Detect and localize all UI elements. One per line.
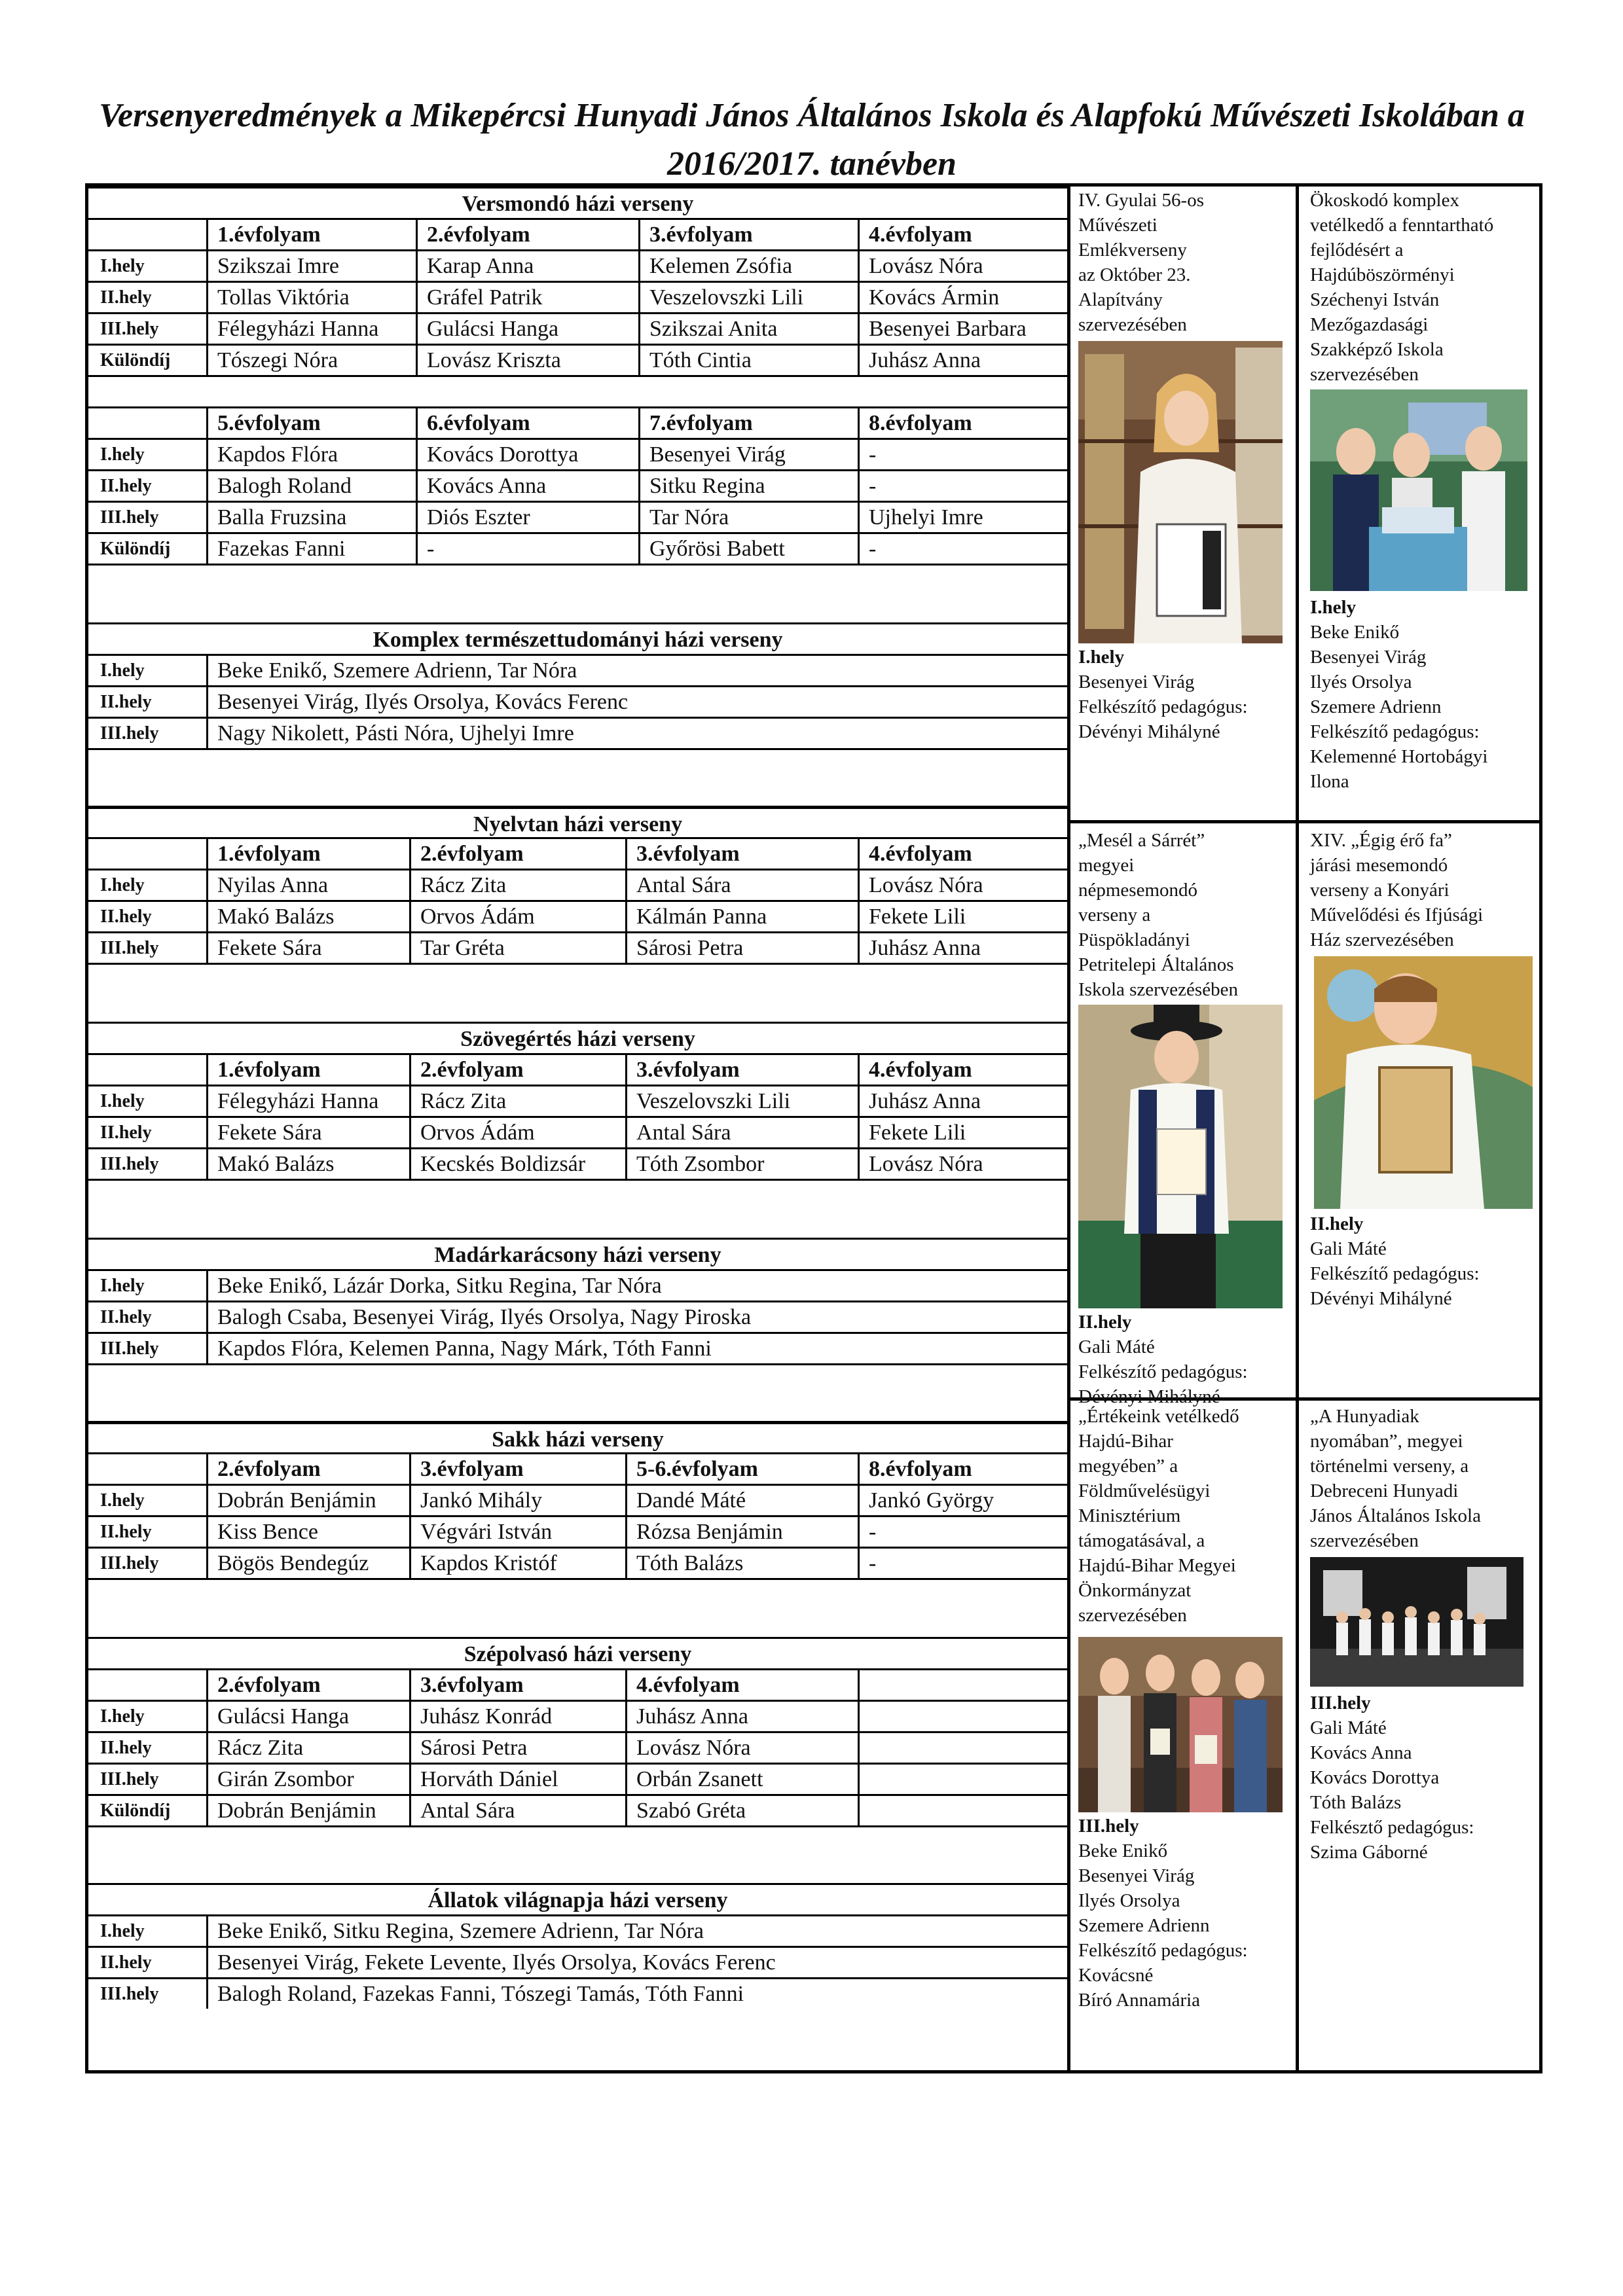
side-column-divider (1296, 187, 1299, 2070)
boy-with-certificate-image (1314, 956, 1533, 1209)
student-name: Félegyházi Hanna (206, 1086, 409, 1116)
allatok-title: Állatok világnapja házi verseny (428, 1888, 728, 1912)
student-name: Sárosi Petra (409, 1733, 625, 1763)
place-label: II.hely (100, 906, 152, 927)
student-name: Kapdos Flóra (206, 440, 416, 469)
student-name: Besenyei Virág, Ilyés Orsolya, Kovács Ferenc (206, 687, 1067, 717)
student-name: Lovász Nóra (625, 1733, 858, 1763)
student-name (858, 1765, 1067, 1794)
szovegertes-title: Szövegértés házi verseny (460, 1027, 695, 1051)
grade-header: 4.évfolyam (858, 220, 1067, 249)
mesel-photo (1078, 1005, 1283, 1308)
student-name: Jankó György (858, 1486, 1067, 1515)
gyulai-result (1078, 645, 1294, 744)
place-label: II.hely (100, 1522, 152, 1542)
title-line-2: 2016/2017. tanévben (667, 145, 957, 183)
student-name: Makó Balázs (206, 1149, 409, 1179)
student-name: Orvos Ádám (409, 1118, 625, 1147)
spacer (88, 375, 1067, 406)
egig-result-text: Gali Máté Felkészítő pedagógus: Dévényi Mihályné (1310, 1238, 1480, 1309)
place-label: III.hely (100, 1769, 159, 1789)
student-name: Balogh Roland (206, 471, 416, 501)
results-frame (85, 183, 1542, 2073)
student-name: Antal Sára (409, 1796, 625, 1825)
madarkaracsony-row (88, 1332, 1067, 1363)
gyulai-description: IV. Gyulai 56-os Művészeti Emlékverseny az Október 23. Alapítvány szervezésében (1078, 190, 1204, 335)
komplex-title-row (88, 622, 1067, 654)
student-name: Juhász Anna (858, 1086, 1067, 1116)
house-competitions-column (88, 187, 1070, 2070)
place-label: III.hely (100, 507, 159, 528)
szepolvaso-row (88, 1763, 1067, 1794)
student-name: Ujhelyi Imre (858, 503, 1067, 532)
student-name: Tóth Cintia (638, 346, 858, 375)
student-name: Besenyei Barbara (858, 314, 1067, 344)
spacer (88, 1825, 1067, 1883)
grade-header: 2.évfolyam (409, 1055, 625, 1085)
place-label: I.hely (100, 256, 145, 276)
student-name: Rácz Zita (409, 1086, 625, 1116)
student-name: Gráfel Patrik (416, 283, 638, 312)
spacer (88, 1179, 1067, 1238)
student-name: Kálmán Panna (625, 902, 858, 931)
student-name: - (858, 440, 1067, 469)
nyelvtan-title: Nyelvtan házi verseny (473, 812, 683, 836)
sakk-header-row (88, 1452, 1067, 1484)
nyelvtan-row (88, 931, 1067, 963)
szovegertes-title-row (88, 1022, 1067, 1053)
mesel-result-text: Gali Máté Felkészítő pedagógus: Dévényi Mihályné (1078, 1336, 1248, 1407)
sakk-title: Sakk házi verseny (492, 1427, 664, 1452)
student-name: Szikszai Anita (638, 314, 858, 344)
student-name: Tar Gréta (409, 933, 625, 963)
szepolvaso-title-row (88, 1637, 1067, 1668)
student-name: Kovács Dorottya (416, 440, 638, 469)
student-name: - (416, 534, 638, 564)
place-label: Különdíj (100, 1801, 171, 1821)
grade-header: 3.évfolyam (638, 220, 858, 249)
grade-header (88, 1454, 206, 1484)
szovegertes-row (88, 1116, 1067, 1147)
szepolvaso-title: Szépolvasó házi verseny (464, 1642, 692, 1666)
grade-header: 6.évfolyam (416, 408, 638, 438)
place-label: I.hely (100, 1091, 145, 1111)
student-name: Tar Nóra (638, 503, 858, 532)
versmondo-a-row (88, 281, 1067, 312)
student-name: Kiss Bence (206, 1517, 409, 1547)
student-name: Juhász Anna (625, 1702, 858, 1731)
versmondo-a-row (88, 312, 1067, 344)
student-name: Beke Enikő, Szemere Adrienn, Tar Nóra (206, 656, 1067, 685)
student-name: Dobrán Benjámin (206, 1796, 409, 1825)
szepolvaso-row (88, 1700, 1067, 1731)
hunyadiak-result (1310, 1691, 1539, 1865)
student-name: Antal Sára (625, 870, 858, 900)
student-name: Szikszai Imre (206, 251, 416, 281)
grade-header: 5-6.évfolyam (625, 1454, 858, 1484)
student-name: Juhász Anna (858, 933, 1067, 963)
student-name: Juhász Anna (858, 346, 1067, 375)
page-title (85, 92, 1539, 188)
madarkaracsony-row (88, 1300, 1067, 1332)
hunyadiak-description: „A Hunyadiak nyomában”, megyei történelmi verseny, a Debreceni Hunyadi János Általános Iskola szervezésében (1310, 1406, 1481, 1551)
student-name (858, 1796, 1067, 1825)
versmondo-b-row (88, 532, 1067, 564)
versmondo-b-header-row (88, 406, 1067, 438)
student-name: Tószegi Nóra (206, 346, 416, 375)
place-label: II.hely (100, 1952, 152, 1973)
grade-header: 1.évfolyam (206, 220, 416, 249)
hunyadiak-result-text: Gali Máté Kovács Anna Kovács Dorottya Tóth Balázs Felkésztő pedagógus: Szima Gáborné (1310, 1717, 1474, 1863)
student-name: Lovász Kriszta (416, 346, 638, 375)
versmondo-title-row (88, 187, 1067, 218)
place-label: II.hely (100, 692, 152, 712)
grade-header (88, 408, 206, 438)
spacer (88, 748, 1067, 806)
student-name: Kovács Ármin (858, 283, 1067, 312)
side-row-divider-1 (1070, 820, 1539, 823)
szovegertes-header-row (88, 1053, 1067, 1085)
place-label: Különdíj (100, 539, 171, 559)
student-name: Juhász Konrád (409, 1702, 625, 1731)
student-name: Kelemen Zsófia (638, 251, 858, 281)
szepolvaso-row (88, 1731, 1067, 1763)
student-name: Veszelovszki Lili (625, 1086, 858, 1116)
student-name (858, 1702, 1067, 1731)
student-name: Rácz Zita (409, 870, 625, 900)
ertekeink-photo (1078, 1637, 1283, 1812)
student-name: Beke Enikő, Sitku Regina, Szemere Adrienn, Tar Nóra (206, 1916, 1067, 1946)
szovegertes-row (88, 1147, 1067, 1179)
komplex-title: Komplex természettudományi házi verseny (373, 628, 783, 652)
place-label: I.hely (100, 1490, 145, 1511)
student-name: Fekete Lili (858, 902, 1067, 931)
mesel-description: „Mesél a Sárrét” megyei népmesemondó verseny a Püspökladányi Petritelepi Általános Iskola szervezésében (1078, 830, 1238, 1000)
grade-header: 8.évfolyam (858, 408, 1067, 438)
versmondo-b-row (88, 501, 1067, 532)
student-name: Győrösi Babett (638, 534, 858, 564)
komplex-row (88, 654, 1067, 685)
grade-header: 5.évfolyam (206, 408, 416, 438)
ertekeink-description: „Értékeink vetélkedő Hajdú-Bihar megyében” a Földművelésügyi Minisztérium támogatásával, a Hajdú-Bihar Megyei Önkormányzat szervezésében (1078, 1406, 1239, 1626)
ertekeink-place: III.hely (1078, 1816, 1139, 1837)
spacer (88, 1363, 1067, 1421)
place-label: III.hely (100, 319, 159, 339)
szovegertes-row (88, 1085, 1067, 1116)
place-label: I.hely (100, 875, 145, 895)
award-ceremony-stage-image (1310, 1557, 1523, 1687)
szepolvaso-header-row (88, 1668, 1067, 1700)
grade-header: 2.évfolyam (206, 1670, 409, 1700)
grade-header: 3.évfolyam (625, 1055, 858, 1085)
nyelvtan-row (88, 900, 1067, 931)
place-label: Különdíj (100, 350, 171, 370)
student-name: Orvos Ádám (409, 902, 625, 931)
spacer (88, 963, 1067, 1022)
szepolvaso-row (88, 1794, 1067, 1825)
student-name: Beke Enikő, Lázár Dorka, Sitku Regina, Tar Nóra (206, 1271, 1067, 1300)
egig-result (1310, 1211, 1539, 1311)
nyelvtan-header-row (88, 837, 1067, 869)
student-name: Sitku Regina (638, 471, 858, 501)
komplex-row (88, 685, 1067, 717)
student-name: Besenyei Virág, Fekete Levente, Ilyés Orsolya, Kovács Ferenc (206, 1948, 1067, 1977)
student-name: Sárosi Petra (625, 933, 858, 963)
student-name: Orbán Zsanett (625, 1765, 858, 1794)
sakk-row (88, 1484, 1067, 1515)
gyulai-place: I.hely (1078, 647, 1125, 668)
student-name: Lovász Nóra (858, 251, 1067, 281)
place-label: II.hely (100, 476, 152, 496)
student-name: Kapdos Flóra, Kelemen Panna, Nagy Márk, Tóth Fanni (206, 1334, 1067, 1363)
place-label: III.hely (100, 1553, 159, 1573)
grade-header: 7.évfolyam (638, 408, 858, 438)
okoskodo-description: Ökoskodó komplex vetélkedő a fenntartható fejlődésért a Hajdúböszörményi Széchenyi István Mezőgazdasági Szakképző Iskola szervezésében (1310, 190, 1494, 385)
okoskodo-photo (1310, 389, 1527, 591)
place-label: II.hely (100, 1122, 152, 1143)
student-name: Kapdos Kristóf (409, 1549, 625, 1578)
versmondo-a-row (88, 249, 1067, 281)
student-name: Gulácsi Hanga (206, 1702, 409, 1731)
grade-header: 3.évfolyam (625, 839, 858, 869)
student-name: Szabó Gréta (625, 1796, 858, 1825)
students-with-project-image (1310, 389, 1527, 591)
ertekeink-result-text: Beke Enikő Besenyei Virág Ilyés Orsolya Szemere Adrienn Felkészítő pedagógus: Kovácsné Bíró Annamária (1078, 1840, 1248, 2011)
student-name: Végvári István (409, 1517, 625, 1547)
student-name: Fekete Sára (206, 933, 409, 963)
student-name: Félegyházi Hanna (206, 314, 416, 344)
sakk-row (88, 1515, 1067, 1547)
student-name: Fekete Sára (206, 1118, 409, 1147)
gyulai-photo (1078, 341, 1283, 643)
grade-header: 3.évfolyam (409, 1454, 625, 1484)
grade-header (88, 1670, 206, 1700)
student-name: Diós Eszter (416, 503, 638, 532)
student-name: Jankó Mihály (409, 1486, 625, 1515)
grade-header: 1.évfolyam (206, 1055, 409, 1085)
students-with-diplomas-image (1078, 1637, 1283, 1812)
student-name: Rózsa Benjámin (625, 1517, 858, 1547)
student-name: Lovász Nóra (858, 870, 1067, 900)
girl-with-diploma-image (1078, 341, 1283, 643)
student-name: Rácz Zita (206, 1733, 409, 1763)
place-label: III.hely (100, 1984, 159, 2004)
student-name: Nyilas Anna (206, 870, 409, 900)
spacer (88, 1578, 1067, 1637)
student-name: Horváth Dániel (409, 1765, 625, 1794)
okoskodo-result-text: Beke Enikő Besenyei Virág Ilyés Orsolya Szemere Adrienn Felkészítő pedagógus: Kelemenné Hortobágyi Ilona (1310, 622, 1488, 792)
student-name: Bögös Bendegúz (206, 1549, 409, 1578)
grade-header: 4.évfolyam (858, 839, 1067, 869)
versmondo-title: Versmondó házi verseny (462, 192, 694, 216)
grade-header: 4.évfolyam (625, 1670, 858, 1700)
place-label: III.hely (100, 723, 159, 744)
student-name: Tóth Zsombor (625, 1149, 858, 1179)
grade-header (88, 839, 206, 869)
student-name: - (858, 471, 1067, 501)
egig-description: XIV. „Égig érő fa” járási mesemondó verseny a Konyári Művelődési és Ifjúsági Ház szervezésében (1310, 830, 1484, 950)
grade-header (88, 1055, 206, 1085)
versmondo-b-row (88, 469, 1067, 501)
student-name: Balla Fruzsina (206, 503, 416, 532)
grade-header (88, 220, 206, 249)
versmondo-a-row (88, 344, 1067, 375)
madarkaracsony-row (88, 1269, 1067, 1300)
grade-header: 4.évfolyam (858, 1055, 1067, 1085)
place-label: I.hely (100, 1921, 145, 1941)
student-name (858, 1733, 1067, 1763)
place-label: III.hely (100, 1338, 159, 1359)
allatok-row (88, 1977, 1067, 2009)
place-label: I.hely (100, 444, 145, 465)
student-name: Makó Balázs (206, 902, 409, 931)
student-name: Tollas Viktória (206, 283, 416, 312)
student-name: Karap Anna (416, 251, 638, 281)
student-name: Lovász Nóra (858, 1149, 1067, 1179)
gyulai-result-text: Besenyei Virág Felkészítő pedagógus: Dévényi Mihályné (1078, 672, 1248, 742)
hunyadiak-photo (1310, 1557, 1523, 1687)
okoskodo-result (1310, 595, 1539, 794)
madarkaracsony-title-row (88, 1238, 1067, 1269)
student-name: Dandé Máté (625, 1486, 858, 1515)
allatok-row (88, 1946, 1067, 1977)
student-name: Fazekas Fanni (206, 534, 416, 564)
place-label: III.hely (100, 1154, 159, 1174)
student-name: Kovács Anna (416, 471, 638, 501)
student-name: Kecskés Boldizsár (409, 1149, 625, 1179)
okoskodo-place: I.hely (1310, 597, 1357, 618)
place-label: I.hely (100, 1706, 145, 1727)
komplex-row (88, 717, 1067, 748)
student-name: - (858, 534, 1067, 564)
student-name: Besenyei Virág (638, 440, 858, 469)
mesel-result (1078, 1310, 1294, 1409)
boy-in-folk-costume-image (1078, 1005, 1283, 1308)
title-line-1: Versenyeredmények a Mikepércsi Hunyadi János Általános Iskola és Alapfokú Művészeti Iskolában a (99, 97, 1525, 134)
grade-header: 2.évfolyam (206, 1454, 409, 1484)
student-name: Tóth Balázs (625, 1549, 858, 1578)
nyelvtan-row (88, 869, 1067, 900)
grade-header: 3.évfolyam (409, 1670, 625, 1700)
egig-photo (1314, 956, 1533, 1209)
grade-header: 8.évfolyam (858, 1454, 1067, 1484)
student-name: - (858, 1549, 1067, 1578)
student-name: Gulácsi Hanga (416, 314, 638, 344)
student-name: Antal Sára (625, 1118, 858, 1147)
spacer (88, 564, 1067, 622)
sakk-title-row (88, 1421, 1067, 1452)
student-name: - (858, 1517, 1067, 1547)
grade-header (858, 1670, 1067, 1700)
place-label: I.hely (100, 1276, 145, 1296)
student-name: Balogh Csaba, Besenyei Virág, Ilyés Orsolya, Nagy Piroska (206, 1302, 1067, 1332)
student-name: Dobrán Benjámin (206, 1486, 409, 1515)
versmondo-a-header-row (88, 218, 1067, 249)
nyelvtan-title-row (88, 806, 1067, 837)
place-label: III.hely (100, 938, 159, 958)
ertekeink-result (1078, 1814, 1294, 2013)
allatok-row (88, 1914, 1067, 1946)
place-label: I.hely (100, 660, 145, 681)
student-name: Girán Zsombor (206, 1765, 409, 1794)
place-label: II.hely (100, 1307, 152, 1327)
mesel-place: II.hely (1078, 1312, 1132, 1333)
student-name: Nagy Nikolett, Pásti Nóra, Ujhelyi Imre (206, 719, 1067, 748)
sakk-row (88, 1547, 1067, 1578)
grade-header: 2.évfolyam (409, 839, 625, 869)
place-label: II.hely (100, 1738, 152, 1758)
egig-place: II.hely (1310, 1213, 1364, 1234)
hunyadiak-place: III.hely (1310, 1693, 1371, 1713)
student-name: Fekete Lili (858, 1118, 1067, 1147)
versmondo-b-row (88, 438, 1067, 469)
allatok-title-row (88, 1883, 1067, 1914)
grade-header: 2.évfolyam (416, 220, 638, 249)
grade-header: 1.évfolyam (206, 839, 409, 869)
student-name: Balogh Roland, Fazekas Fanni, Tószegi Tamás, Tóth Fanni (206, 1979, 1067, 2009)
place-label: II.hely (100, 287, 152, 308)
madarkaracsony-title: Madárkarácsony házi verseny (434, 1243, 721, 1267)
student-name: Veszelovszki Lili (638, 283, 858, 312)
